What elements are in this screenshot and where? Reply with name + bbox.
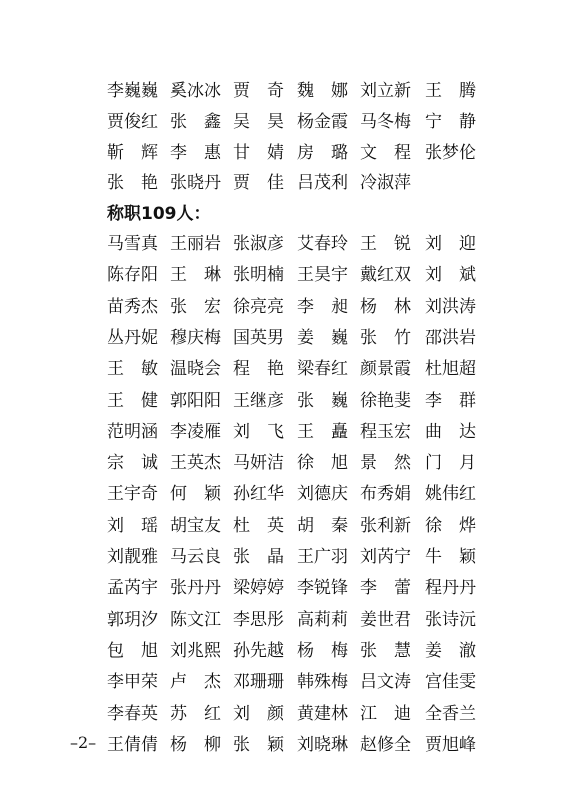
person-name: 马妍洁 <box>233 453 284 473</box>
person-name: 宫佳雯 <box>425 672 476 692</box>
person-name: 牛颖 <box>425 547 493 567</box>
person-name: 戴红双 <box>360 265 411 285</box>
person-name: 张竹 <box>360 328 428 348</box>
person-name: 杨金霞 <box>297 112 348 132</box>
person-name: 张艳 <box>107 173 175 193</box>
person-name: 李惠 <box>170 143 238 163</box>
person-name: 张宏 <box>170 297 238 317</box>
person-name: 李甲荣 <box>107 672 158 692</box>
person-name: 贾俊红 <box>107 112 158 132</box>
person-name: 郭玥汐 <box>107 610 158 630</box>
person-name: 李凌雁 <box>170 422 221 442</box>
person-name: 奚冰冰 <box>170 81 221 101</box>
person-name: 曲达 <box>425 422 493 442</box>
person-name: 吕文涛 <box>360 672 411 692</box>
person-name: 张慧 <box>360 641 428 661</box>
person-name: 刘颜 <box>233 704 301 724</box>
person-name: 刘瑶 <box>107 516 175 536</box>
person-name: 苏红 <box>170 704 238 724</box>
person-name: 国英男 <box>233 328 284 348</box>
person-name: 李昶 <box>297 297 365 317</box>
person-name: 杜英 <box>233 516 301 536</box>
person-name: 全香兰 <box>425 704 476 724</box>
person-name: 杨林 <box>360 297 428 317</box>
person-name: 王倩倩 <box>107 735 158 755</box>
person-name: 王矗 <box>297 422 365 442</box>
person-name: 王腾 <box>425 81 493 101</box>
person-name: 刘斌 <box>425 265 493 285</box>
person-name: 李蕾 <box>360 578 428 598</box>
person-name: 穆庆梅 <box>170 328 221 348</box>
person-name: 马冬梅 <box>360 112 411 132</box>
person-name: 宗诚 <box>107 453 175 473</box>
person-name: 颜景霞 <box>360 359 411 379</box>
person-name: 范明涵 <box>107 422 158 442</box>
person-name: 杨柳 <box>170 735 238 755</box>
person-name: 程玉宏 <box>360 422 411 442</box>
person-name: 姜世君 <box>360 610 411 630</box>
person-name: 王敏 <box>107 359 175 379</box>
person-name: 刘晓琳 <box>297 735 348 755</box>
person-name: 王琳 <box>170 265 238 285</box>
person-name: 包旭 <box>107 641 175 661</box>
person-name: 马云良 <box>170 547 221 567</box>
person-name: 马雪真 <box>107 234 158 254</box>
person-name: 江迪 <box>360 704 428 724</box>
person-name: 李春英 <box>107 704 158 724</box>
person-name: 王锐 <box>360 234 428 254</box>
person-name: 宁静 <box>425 112 493 132</box>
person-name: 魏娜 <box>297 81 365 101</box>
page-number: –2– <box>70 733 97 752</box>
person-name: 苗秀杰 <box>107 297 158 317</box>
person-name: 张利新 <box>360 516 411 536</box>
person-name: 王宇奇 <box>107 484 158 504</box>
person-name: 温晓会 <box>170 359 221 379</box>
person-name: 刘德庆 <box>297 484 348 504</box>
person-name: 孙先越 <box>233 641 284 661</box>
person-name: 张诗沅 <box>425 610 476 630</box>
person-name: 韩殊梅 <box>297 672 348 692</box>
person-name: 张梦伦 <box>425 143 476 163</box>
person-name: 房璐 <box>297 143 365 163</box>
person-name: 吴昊 <box>233 112 301 132</box>
person-name: 贾奇 <box>233 81 301 101</box>
person-name: 贾旭峰 <box>425 735 476 755</box>
person-name: 刘洪涛 <box>425 297 476 317</box>
person-name: 陈文江 <box>170 610 221 630</box>
person-name: 艾春玲 <box>297 234 348 254</box>
person-name: 姜澈 <box>425 641 493 661</box>
person-name: 徐亮亮 <box>233 297 284 317</box>
person-name: 吕茂利 <box>297 173 348 193</box>
person-name: 张巍 <box>297 391 365 411</box>
person-name: 张明楠 <box>233 265 284 285</box>
person-name: 冷淑萍 <box>360 173 411 193</box>
person-name: 刘飞 <box>233 422 301 442</box>
person-name: 张晶 <box>233 547 301 567</box>
person-name: 门月 <box>425 453 493 473</box>
person-name: 何颖 <box>170 484 238 504</box>
person-name: 张淑彦 <box>233 234 284 254</box>
person-name: 刘芮宁 <box>360 547 411 567</box>
person-name: 高莉莉 <box>297 610 348 630</box>
section-heading: 称职109人： <box>107 204 211 224</box>
person-name: 郭阳阳 <box>170 391 221 411</box>
person-name: 徐烨 <box>425 516 493 536</box>
person-name: 徐艳斐 <box>360 391 411 411</box>
person-name: 刘迎 <box>425 234 493 254</box>
person-name: 王昊宇 <box>297 265 348 285</box>
person-name: 王广羽 <box>297 547 348 567</box>
person-name: 布秀娟 <box>360 484 411 504</box>
person-name: 李锐锋 <box>297 578 348 598</box>
person-name: 杜旭超 <box>425 359 476 379</box>
person-name: 杨梅 <box>297 641 365 661</box>
person-name: 刘靓雅 <box>107 547 158 567</box>
person-name: 张丹丹 <box>170 578 221 598</box>
person-name: 李巍巍 <box>107 81 158 101</box>
person-name: 孟芮宇 <box>107 578 158 598</box>
person-name: 景然 <box>360 453 428 473</box>
person-name: 邵洪岩 <box>425 328 476 348</box>
person-name: 张颖 <box>233 735 301 755</box>
person-name: 靳辉 <box>107 143 175 163</box>
person-name: 张鑫 <box>170 112 238 132</box>
person-name: 王英杰 <box>170 453 221 473</box>
person-name: 姚伟红 <box>425 484 476 504</box>
person-name: 王健 <box>107 391 175 411</box>
person-name: 甘婧 <box>233 143 301 163</box>
person-name: 姜巍 <box>297 328 365 348</box>
person-name: 赵修全 <box>360 735 411 755</box>
person-name: 刘立新 <box>360 81 411 101</box>
person-name: 李群 <box>425 391 493 411</box>
person-name: 程丹丹 <box>425 578 476 598</box>
person-name: 王继彦 <box>233 391 284 411</box>
person-name: 黄建林 <box>297 704 348 724</box>
person-name: 贾佳 <box>233 173 301 193</box>
person-name: 梁春红 <box>297 359 348 379</box>
person-name: 张晓丹 <box>170 173 221 193</box>
person-name: 李思彤 <box>233 610 284 630</box>
person-name: 梁婷婷 <box>233 578 284 598</box>
person-name: 孙红华 <box>233 484 284 504</box>
person-name: 文程 <box>360 143 428 163</box>
person-name: 胡秦 <box>297 516 365 536</box>
person-name: 徐旭 <box>297 453 365 473</box>
person-name: 刘兆熙 <box>170 641 221 661</box>
person-name: 丛丹妮 <box>107 328 158 348</box>
person-name: 卢杰 <box>170 672 238 692</box>
person-name: 邓珊珊 <box>233 672 284 692</box>
person-name: 王丽岩 <box>170 234 221 254</box>
person-name: 胡宝友 <box>170 516 221 536</box>
person-name: 程艳 <box>233 359 301 379</box>
person-name: 陈存阳 <box>107 265 158 285</box>
